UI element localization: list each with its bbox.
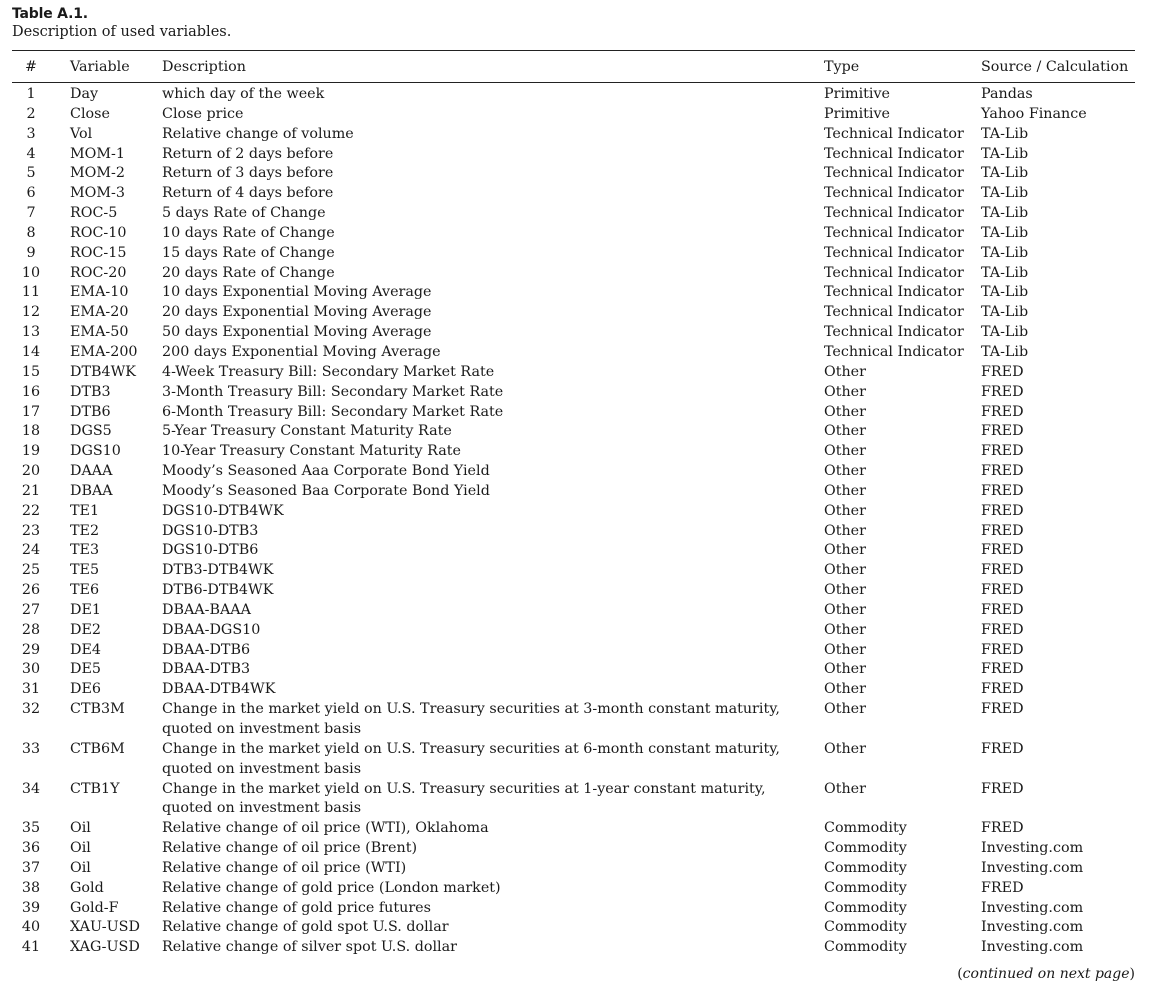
cell-type: Commodity	[824, 840, 907, 857]
cell-source: FRED	[981, 661, 1024, 678]
cell-variable: MOM-2	[70, 165, 125, 182]
cell-type: Technical Indicator	[824, 324, 964, 341]
cell-source: FRED	[981, 403, 1024, 420]
table-row	[12, 522, 1135, 542]
cell-number: 11	[21, 284, 41, 301]
cell-description: Return of 2 days before	[162, 145, 334, 162]
cell-type: Other	[824, 562, 866, 579]
table-row	[12, 145, 1135, 165]
cell-variable: Vol	[70, 125, 93, 142]
cell-description: Change in the market yield on U.S. Treasury securities at 1-year constant maturity, quoted on investment basis	[162, 780, 766, 817]
cell-number: 13	[21, 324, 41, 341]
cell-number: 24	[21, 542, 41, 559]
cell-variable: TE6	[70, 582, 100, 599]
table-row	[12, 581, 1135, 601]
cell-variable: CTB3M	[70, 701, 125, 718]
table-row	[12, 918, 1135, 938]
cell-source: FRED	[981, 562, 1024, 579]
table-row	[12, 403, 1135, 423]
cell-variable: DGS10	[70, 443, 121, 460]
table-row	[12, 244, 1135, 264]
cell-description: DGS10-DTB3	[162, 522, 259, 539]
cell-number: 26	[21, 582, 41, 599]
table-caption-text: Description of used variables.	[12, 24, 232, 40]
table-caption-label: Table A.1.	[12, 6, 88, 22]
cell-variable: DBAA	[70, 482, 113, 499]
table-row	[12, 422, 1135, 442]
cell-description: 15 days Rate of Change	[162, 244, 335, 261]
cell-description: DTB3-DTB4WK	[162, 562, 274, 579]
cell-number: 32	[21, 701, 41, 718]
cell-source: Investing.com	[981, 840, 1084, 857]
cell-source: Yahoo Finance	[981, 105, 1087, 122]
cell-type: Other	[824, 542, 866, 559]
cell-type: Other	[824, 502, 866, 519]
cell-description: 6-Month Treasury Bill: Secondary Market Rate	[162, 403, 504, 420]
header-variable: Variable	[70, 58, 130, 75]
cell-description: DBAA-DTB6	[162, 641, 251, 658]
table-row	[12, 641, 1135, 661]
cell-description: 20 days Rate of Change	[162, 264, 335, 281]
cell-source: Investing.com	[981, 899, 1084, 916]
table-row	[12, 204, 1135, 224]
cell-description: DTB6-DTB4WK	[162, 582, 274, 599]
cell-source: TA-Lib	[981, 244, 1029, 261]
cell-number: 22	[21, 502, 41, 519]
cell-variable: EMA-200	[70, 343, 138, 360]
cell-description: 50 days Exponential Moving Average	[162, 324, 432, 341]
cell-description: DBAA-DGS10	[162, 621, 261, 638]
cell-type: Technical Indicator	[824, 304, 964, 321]
cell-number: 25	[21, 562, 41, 579]
cell-type: Other	[824, 463, 866, 480]
cell-source: FRED	[981, 582, 1024, 599]
cell-number: 16	[21, 383, 41, 400]
cell-number: 4	[26, 145, 36, 162]
cell-variable: ROC-10	[70, 224, 127, 241]
cell-number: 12	[21, 304, 41, 321]
cell-description: DBAA-DTB3	[162, 661, 251, 678]
table-row	[12, 462, 1135, 482]
cell-number: 10	[21, 264, 41, 281]
continued-open-paren: (	[957, 966, 963, 982]
cell-number: 35	[21, 820, 41, 837]
cell-description: 3-Month Treasury Bill: Secondary Market Rate	[162, 383, 504, 400]
cell-description: DGS10-DTB4WK	[162, 502, 284, 519]
cell-number: 3	[26, 125, 36, 142]
continued-text: continued on next page	[962, 966, 1130, 982]
cell-variable: DE1	[70, 601, 101, 618]
header-description: Description	[162, 58, 246, 75]
cell-type: Technical Indicator	[824, 145, 964, 162]
cell-description: Relative change of oil price (WTI), Oklahoma	[162, 820, 489, 837]
top-rule	[12, 50, 1135, 51]
table-row	[12, 343, 1135, 363]
cell-number: 29	[21, 641, 41, 658]
table-row	[12, 323, 1135, 343]
cell-variable: MOM-3	[70, 185, 125, 202]
table-row	[12, 879, 1135, 899]
cell-variable: Gold-F	[70, 899, 119, 916]
cell-source: TA-Lib	[981, 165, 1029, 182]
cell-type: Technical Indicator	[824, 343, 964, 360]
cell-description: 20 days Exponential Moving Average	[162, 304, 432, 321]
cell-description: Relative change of silver spot U.S. dollar	[162, 939, 457, 956]
cell-number: 38	[21, 879, 41, 896]
cell-description: Change in the market yield on U.S. Treasury securities at 3-month constant maturity, quoted on investment basis	[162, 701, 780, 737]
table-row	[12, 85, 1135, 105]
cell-variable: CTB1Y	[70, 780, 120, 797]
cell-type: Other	[824, 582, 866, 599]
table-row	[12, 680, 1135, 700]
cell-type: Other	[824, 740, 866, 757]
cell-variable: TE1	[70, 502, 100, 519]
cell-source: FRED	[981, 641, 1024, 658]
cell-source: FRED	[981, 681, 1024, 698]
cell-variable: EMA-50	[70, 324, 129, 341]
cell-source: FRED	[981, 522, 1024, 539]
table-row	[12, 442, 1135, 462]
cell-description: Return of 4 days before	[162, 185, 334, 202]
cell-source: TA-Lib	[981, 185, 1029, 202]
cell-type: Other	[824, 621, 866, 638]
cell-description: DBAA-DTB4WK	[162, 681, 276, 698]
cell-variable: Oil	[70, 840, 91, 857]
cell-number: 30	[21, 661, 41, 678]
cell-number: 2	[26, 105, 36, 122]
cell-type: Other	[824, 383, 866, 400]
cell-source: FRED	[981, 383, 1024, 400]
cell-source: TA-Lib	[981, 324, 1029, 341]
cell-number: 19	[21, 443, 41, 460]
continued-note	[957, 966, 1135, 982]
cell-variable: DGS5	[70, 423, 112, 440]
table-body	[12, 85, 1135, 958]
cell-variable: TE2	[70, 522, 100, 539]
cell-type: Other	[824, 363, 866, 380]
cell-number: 9	[26, 244, 36, 261]
cell-type: Other	[824, 701, 866, 718]
cell-type: Primitive	[824, 105, 891, 122]
cell-number: 15	[21, 363, 41, 380]
cell-variable: XAG-USD	[70, 939, 140, 956]
cell-number: 8	[26, 224, 36, 241]
cell-source: FRED	[981, 482, 1024, 499]
cell-description: Relative change of gold price futures	[162, 899, 431, 916]
cell-description: 5-Year Treasury Constant Maturity Rate	[162, 423, 452, 440]
cell-source: TA-Lib	[981, 224, 1029, 241]
cell-description: Moody’s Seasoned Aaa Corporate Bond Yield	[162, 463, 490, 480]
cell-source: FRED	[981, 780, 1024, 797]
table-row	[12, 283, 1135, 303]
cell-type: Other	[824, 423, 866, 440]
table-row	[12, 621, 1135, 641]
cell-type: Technical Indicator	[824, 165, 964, 182]
cell-variable: DE4	[70, 641, 101, 658]
table-row	[12, 700, 1135, 740]
header-number: #	[25, 58, 37, 75]
cell-number: 36	[21, 840, 41, 857]
cell-type: Primitive	[824, 86, 891, 102]
cell-variable: Close	[70, 105, 110, 122]
cell-type: Commodity	[824, 859, 907, 876]
cell-number: 1	[26, 86, 36, 102]
cell-number: 28	[21, 621, 41, 638]
cell-variable: DAAA	[70, 463, 113, 480]
cell-source: FRED	[981, 740, 1024, 757]
table-row	[12, 740, 1135, 780]
cell-type: Other	[824, 522, 866, 539]
cell-variable: DE2	[70, 621, 101, 638]
cell-variable: DTB4WK	[70, 363, 136, 380]
table-row	[12, 224, 1135, 244]
cell-type: Technical Indicator	[824, 224, 964, 241]
cell-description: Return of 3 days before	[162, 165, 334, 182]
cell-description: Relative change of oil price (WTI)	[162, 859, 407, 876]
header-type: Type	[824, 58, 860, 75]
table-row	[12, 541, 1135, 561]
cell-description: Moody’s Seasoned Baa Corporate Bond Yield	[162, 482, 490, 499]
table-row	[12, 561, 1135, 581]
cell-type: Other	[824, 681, 866, 698]
table-row	[12, 938, 1135, 958]
cell-type: Commodity	[824, 899, 907, 916]
table-row	[12, 125, 1135, 145]
table-row	[12, 899, 1135, 919]
table-header	[12, 54, 1135, 85]
cell-variable: Oil	[70, 820, 91, 837]
cell-variable: CTB6M	[70, 740, 125, 757]
table-row	[12, 303, 1135, 323]
cell-variable: ROC-20	[70, 264, 127, 281]
cell-type: Technical Indicator	[824, 264, 964, 281]
cell-variable: EMA-20	[70, 304, 129, 321]
cell-source: FRED	[981, 601, 1024, 618]
cell-type: Other	[824, 403, 866, 420]
cell-type: Other	[824, 641, 866, 658]
cell-type: Technical Indicator	[824, 244, 964, 261]
cell-description: 4-Week Treasury Bill: Secondary Market Rate	[162, 363, 495, 380]
table-row	[12, 184, 1135, 204]
cell-description: DBAA-BAAA	[162, 601, 251, 618]
cell-type: Technical Indicator	[824, 205, 964, 222]
table-row	[12, 383, 1135, 403]
cell-variable: Oil	[70, 859, 91, 876]
table-row	[12, 780, 1135, 820]
cell-variable: MOM-1	[70, 145, 125, 162]
cell-description: Relative change of gold spot U.S. dollar	[162, 919, 449, 936]
cell-variable: DTB6	[70, 403, 111, 420]
cell-source: TA-Lib	[981, 145, 1029, 162]
cell-source: FRED	[981, 502, 1024, 519]
cell-source: FRED	[981, 363, 1024, 380]
cell-number: 34	[21, 780, 41, 797]
header-row	[12, 54, 1135, 79]
cell-number: 18	[21, 423, 41, 440]
cell-source: FRED	[981, 879, 1024, 896]
cell-description: 200 days Exponential Moving Average	[162, 343, 441, 360]
cell-source: TA-Lib	[981, 284, 1029, 301]
table-row	[12, 839, 1135, 859]
cell-source: FRED	[981, 542, 1024, 559]
cell-source: TA-Lib	[981, 264, 1029, 281]
cell-number: 31	[21, 681, 41, 698]
cell-type: Commodity	[824, 820, 907, 837]
cell-number: 5	[26, 165, 36, 182]
table-row	[12, 482, 1135, 502]
cell-description: 5 days Rate of Change	[162, 205, 326, 222]
table-row	[12, 164, 1135, 184]
cell-number: 37	[21, 859, 41, 876]
cell-description: Relative change of volume	[162, 125, 354, 142]
cell-source: Investing.com	[981, 939, 1084, 956]
cell-number: 14	[21, 343, 41, 360]
cell-number: 21	[21, 482, 41, 499]
cell-number: 17	[21, 403, 41, 420]
cell-variable: TE5	[70, 562, 100, 579]
table-row	[12, 264, 1135, 284]
cell-source: Investing.com	[981, 859, 1084, 876]
cell-type: Other	[824, 780, 866, 797]
cell-number: 40	[21, 919, 41, 936]
continued-close-paren: )	[1129, 966, 1135, 982]
cell-number: 27	[21, 601, 41, 618]
cell-source: FRED	[981, 423, 1024, 440]
variables-table	[12, 54, 1135, 958]
cell-variable: EMA-10	[70, 284, 129, 301]
header-source: Source / Calculation	[981, 58, 1129, 75]
cell-variable: Gold	[70, 879, 104, 896]
cell-description: 10 days Rate of Change	[162, 224, 335, 241]
table-row	[12, 363, 1135, 383]
cell-description: DGS10-DTB6	[162, 542, 259, 559]
cell-source: TA-Lib	[981, 205, 1029, 222]
cell-variable: ROC-15	[70, 244, 127, 261]
cell-type: Other	[824, 443, 866, 460]
cell-description: Change in the market yield on U.S. Treasury securities at 6-month constant maturity, quoted on investment basis	[162, 740, 780, 777]
cell-source: Pandas	[981, 86, 1033, 102]
cell-variable: TE3	[70, 542, 100, 559]
cell-type: Technical Indicator	[824, 185, 964, 202]
cell-type: Other	[824, 661, 866, 678]
cell-source: FRED	[981, 701, 1024, 718]
cell-number: 6	[26, 185, 36, 202]
table-row	[12, 660, 1135, 680]
cell-type: Commodity	[824, 939, 907, 956]
table-row	[12, 601, 1135, 621]
cell-source: TA-Lib	[981, 125, 1029, 142]
cell-type: Other	[824, 601, 866, 618]
cell-variable: Day	[70, 86, 99, 102]
cell-variable: ROC-5	[70, 205, 118, 222]
cell-description: 10 days Exponential Moving Average	[162, 284, 432, 301]
cell-description: Relative change of oil price (Brent)	[162, 840, 418, 857]
cell-type: Technical Indicator	[824, 125, 964, 142]
cell-source: TA-Lib	[981, 304, 1029, 321]
cell-description: 10-Year Treasury Constant Maturity Rate	[162, 443, 461, 460]
cell-type: Technical Indicator	[824, 284, 964, 301]
cell-variable: DE6	[70, 681, 101, 698]
table-row	[12, 859, 1135, 879]
cell-variable: DE5	[70, 661, 101, 678]
cell-source: FRED	[981, 820, 1024, 837]
cell-number: 39	[21, 899, 41, 916]
cell-number: 23	[21, 522, 41, 539]
cell-number: 41	[21, 939, 41, 956]
cell-description: Relative change of gold price (London market)	[162, 879, 501, 896]
cell-description: which day of the week	[162, 86, 325, 102]
cell-number: 7	[26, 205, 36, 222]
cell-variable: XAU-USD	[70, 919, 140, 936]
cell-type: Other	[824, 482, 866, 499]
cell-type: Commodity	[824, 919, 907, 936]
cell-number: 20	[21, 463, 41, 480]
cell-source: FRED	[981, 621, 1024, 638]
cell-source: TA-Lib	[981, 343, 1029, 360]
table-row	[12, 502, 1135, 522]
cell-description: Close price	[162, 105, 244, 122]
cell-type: Commodity	[824, 879, 907, 896]
cell-source: FRED	[981, 443, 1024, 460]
cell-variable: DTB3	[70, 383, 111, 400]
cell-number: 33	[21, 740, 41, 757]
table-row	[12, 819, 1135, 839]
cell-source: FRED	[981, 463, 1024, 480]
table-row	[12, 105, 1135, 125]
cell-source: Investing.com	[981, 919, 1084, 936]
